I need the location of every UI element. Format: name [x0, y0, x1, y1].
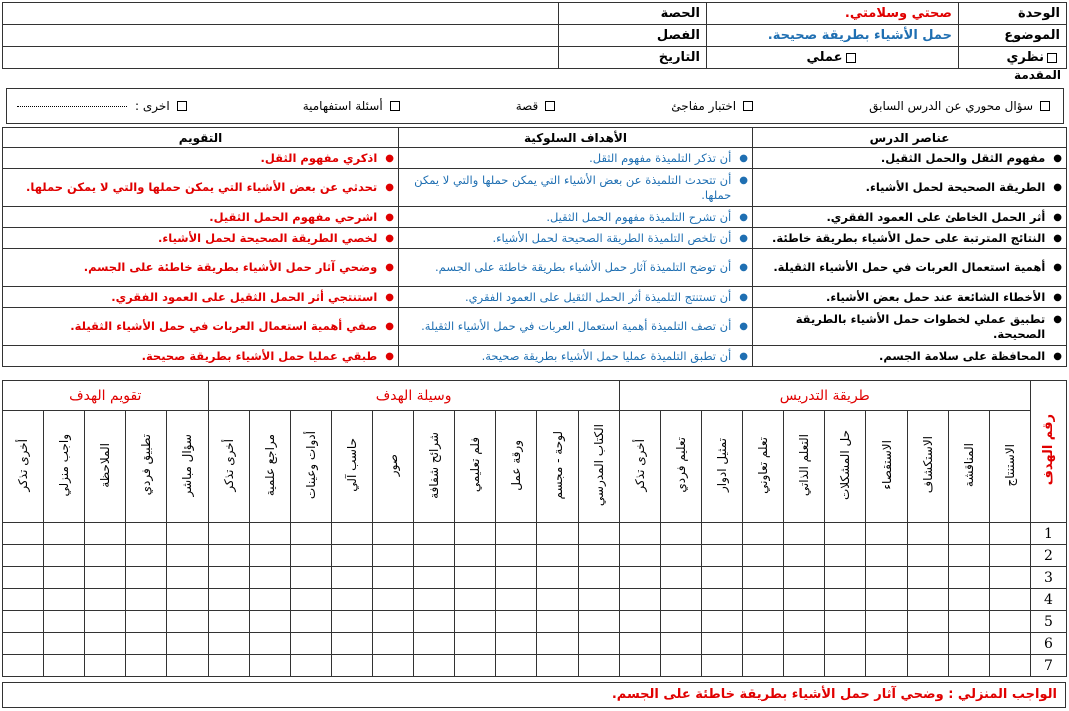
grid-cell[interactable]	[249, 523, 290, 545]
goal-number: 6	[1030, 633, 1066, 655]
teaching-method-header: حل المشكلات	[825, 411, 866, 523]
grid-cell[interactable]	[578, 655, 619, 677]
grid-cell[interactable]	[948, 567, 989, 589]
grid-cell[interactable]	[702, 589, 743, 611]
grid-row	[3, 611, 1067, 633]
grid-cell[interactable]	[825, 655, 866, 677]
grid-row	[3, 545, 1067, 567]
grid-cell[interactable]	[455, 567, 496, 589]
grid-cell[interactable]	[866, 545, 907, 567]
behavioral-goal: أن تتحدث التلميذة عن بعض الأشياء التي يمكن حملها والتي لا يمكن حملها.	[414, 172, 732, 202]
table-row: ● الطريقة الصحيحة لحمل الأشياء. ● أن تتحدث التلميذة عن بعض الأشياء التي يمكن حملها والتي لا يمكن حملها. ● تحدثي عن بعض الأشياء التي يمكن حملها والتي لا يمكن حملها.	[3, 169, 1067, 207]
grid-cell[interactable]	[784, 633, 825, 655]
grid-cell[interactable]	[373, 633, 414, 655]
grid-cell[interactable]	[249, 655, 290, 677]
checkbox-icon	[1047, 53, 1057, 63]
grid-cell[interactable]	[331, 655, 372, 677]
checkbox-icon	[545, 101, 555, 111]
grid-cell[interactable]	[414, 611, 455, 633]
grid-cell[interactable]	[660, 611, 701, 633]
grid-cell[interactable]	[578, 567, 619, 589]
grid-cell[interactable]	[331, 523, 372, 545]
grid-cell[interactable]	[784, 611, 825, 633]
grid-row	[3, 655, 1067, 677]
grid-cell[interactable]	[537, 589, 578, 611]
grid-cell[interactable]	[373, 567, 414, 589]
grid-cell[interactable]	[496, 545, 537, 567]
grid-cell[interactable]	[578, 611, 619, 633]
grid-cell[interactable]	[167, 611, 208, 633]
intro-option-other[interactable]: اخرى :	[17, 99, 190, 113]
grid-cell[interactable]	[702, 611, 743, 633]
goal-number: 2	[1030, 545, 1066, 567]
grid-cell[interactable]	[414, 633, 455, 655]
header-table	[2, 2, 1067, 69]
grid-cell[interactable]	[948, 545, 989, 567]
practical-label: عملي	[806, 50, 843, 65]
grid-cell[interactable]	[208, 633, 249, 655]
grid-cell[interactable]	[743, 545, 784, 567]
grid-cell[interactable]	[989, 633, 1030, 655]
grid-cell[interactable]	[537, 523, 578, 545]
means-header: حاسب آلي	[331, 411, 372, 523]
grid-cell[interactable]	[948, 589, 989, 611]
grid-cell[interactable]	[866, 611, 907, 633]
grid-cell[interactable]	[3, 633, 44, 655]
grid-cell[interactable]	[85, 633, 126, 655]
other-input-line[interactable]	[17, 106, 127, 107]
means-header: فلم تعليمي	[455, 411, 496, 523]
means-header: الكتاب المدرسي	[578, 411, 619, 523]
lesson-element: مفهوم الثقل والحمل الثقيل.	[880, 150, 1046, 165]
lesson-element: تطبيق عملي لخطوات حمل الأشياء بالطريقة الصحيحة.	[795, 311, 1046, 341]
grid-cell[interactable]	[660, 633, 701, 655]
theoretical-label: نظري	[1006, 50, 1044, 65]
goal-number: 1	[1030, 523, 1066, 545]
grid-cell[interactable]	[907, 655, 948, 677]
lesson-element: الأخطاء الشائعة عند حمل بعض الأشياء.	[825, 289, 1046, 304]
grid-cell[interactable]	[578, 633, 619, 655]
grid-cell[interactable]	[3, 611, 44, 633]
teaching-method-header: تعلم تعاوني	[743, 411, 784, 523]
grid-cell[interactable]	[537, 655, 578, 677]
grid-cell[interactable]	[825, 523, 866, 545]
homework	[2, 682, 1066, 708]
behavioral-goal: أن تلخص التلميذة الطريقة الصحيحة لحمل الأشياء.	[492, 230, 732, 245]
grid-cell[interactable]	[784, 567, 825, 589]
period-field[interactable]	[3, 3, 559, 25]
grid-cell[interactable]	[496, 655, 537, 677]
grid-cell[interactable]	[619, 655, 660, 677]
grid-cell[interactable]	[249, 567, 290, 589]
grid-cell[interactable]	[3, 567, 44, 589]
goal-number-header: رقم الهدف	[1030, 381, 1066, 523]
grid-cell[interactable]	[660, 589, 701, 611]
grid-cell[interactable]	[44, 523, 85, 545]
grid-cell[interactable]	[167, 545, 208, 567]
grid-cell[interactable]	[44, 545, 85, 567]
grid-cell[interactable]	[537, 611, 578, 633]
means-header: أخرى تذكر	[208, 411, 249, 523]
behavioral-goal: أن تذكر التلميذة مفهوم الثقل.	[589, 150, 732, 165]
grid-cell[interactable]	[907, 611, 948, 633]
grid-cell[interactable]	[290, 589, 331, 611]
grid-cell[interactable]	[455, 589, 496, 611]
means-header: أدوات وعينات	[290, 411, 331, 523]
grid-cell[interactable]	[373, 655, 414, 677]
teaching-method-title: طريقة التدريس	[619, 381, 1030, 411]
grid-row	[3, 523, 1067, 545]
grid-cell[interactable]	[167, 567, 208, 589]
grid-cell[interactable]	[619, 611, 660, 633]
grid-cell[interactable]	[331, 545, 372, 567]
grid-cell[interactable]	[825, 633, 866, 655]
grid-cell[interactable]	[373, 589, 414, 611]
subject-label: الموضوع	[959, 25, 1067, 47]
grid-cell[interactable]	[167, 523, 208, 545]
grid-cell[interactable]	[496, 523, 537, 545]
grid-cell[interactable]	[907, 545, 948, 567]
table-row: ● المحافظة على سلامة الجسم. ● أن تطبق التلميذة عمليا حمل الأشياء بطريقة صحيحة. ● طبقي عمليا حمل الأشياء بطريقة صحيحة.	[3, 346, 1067, 367]
grid-cell[interactable]	[249, 611, 290, 633]
grid-cell[interactable]	[743, 611, 784, 633]
unit-label: الوحدة	[959, 3, 1067, 25]
grid-cell[interactable]	[331, 611, 372, 633]
means-title: وسيلة الهدف	[208, 381, 619, 411]
practical-option[interactable]	[707, 47, 959, 69]
grid-cell[interactable]	[948, 655, 989, 677]
theoretical-option[interactable]	[959, 47, 1067, 69]
grid-cell[interactable]	[414, 589, 455, 611]
grid-cell[interactable]	[455, 523, 496, 545]
grid-cell[interactable]	[866, 567, 907, 589]
grid-cell[interactable]	[44, 589, 85, 611]
grid-cell[interactable]	[825, 567, 866, 589]
grid-cell[interactable]	[249, 633, 290, 655]
grid-cell[interactable]	[866, 523, 907, 545]
means-header: مراجع علمية	[249, 411, 290, 523]
grid-cell[interactable]	[660, 523, 701, 545]
grid-cell[interactable]	[85, 545, 126, 567]
evaluation-item: تحدثي عن بعض الأشياء التي يمكن حملها والتي لا يمكن حملها.	[26, 180, 378, 194]
grid-cell[interactable]	[948, 523, 989, 545]
grid-cell[interactable]	[85, 567, 126, 589]
date-label: التاريخ	[559, 47, 707, 69]
col-elements-header: عناصر الدرس	[753, 128, 1067, 148]
grid-cell[interactable]	[496, 611, 537, 633]
grid-cell[interactable]	[208, 611, 249, 633]
grid-cell[interactable]	[619, 633, 660, 655]
grid-cell[interactable]	[3, 589, 44, 611]
goal-number: 4	[1030, 589, 1066, 611]
grid-cell[interactable]	[126, 633, 167, 655]
behavioral-goal: أن تشرح التلميذة مفهوم الحمل الثقيل.	[546, 209, 732, 224]
grid-cell[interactable]	[948, 633, 989, 655]
evaluation-item: طبقي عمليا حمل الأشياء بطريقة صحيحة.	[141, 348, 378, 363]
grid-cell[interactable]	[743, 633, 784, 655]
grid-cell[interactable]	[126, 545, 167, 567]
table-row: ● الأخطاء الشائعة عند حمل بعض الأشياء. ● أن تستنتج التلميذة أثر الحمل الثقيل على العمود الفقري. ● استنتجي أثر الحمل الثقيل على العمود الفقري.	[3, 287, 1067, 308]
grid-cell[interactable]	[455, 545, 496, 567]
means-header: لوحة - مجسم	[537, 411, 578, 523]
grid-cell[interactable]	[496, 589, 537, 611]
grid-row	[3, 633, 1067, 655]
means-header: ورقة عمل	[496, 411, 537, 523]
grid-cell[interactable]	[619, 545, 660, 567]
period-label: الحصة	[559, 3, 707, 25]
grid-cell[interactable]	[743, 589, 784, 611]
grid-cell[interactable]	[85, 589, 126, 611]
checkbox-icon	[177, 101, 187, 111]
grid-cell[interactable]	[989, 523, 1030, 545]
grid-cell[interactable]	[249, 545, 290, 567]
grid-cell[interactable]	[907, 567, 948, 589]
grid-cell[interactable]	[619, 523, 660, 545]
goal-number: 5	[1030, 611, 1066, 633]
grid-cell[interactable]	[660, 545, 701, 567]
grid-cell[interactable]	[660, 655, 701, 677]
teaching-method-header: أخرى تذكر	[619, 411, 660, 523]
teaching-method-header: الاستقصاء	[866, 411, 907, 523]
unit-value: صحتي وسلامتي.	[707, 3, 959, 25]
teaching-method-header: تعليم فردي	[660, 411, 701, 523]
checkbox-icon	[743, 101, 753, 111]
grid-cell[interactable]	[85, 611, 126, 633]
grid-cell[interactable]	[414, 523, 455, 545]
teaching-method-header: الاستنتاج	[989, 411, 1030, 523]
objectives-table	[2, 127, 1067, 367]
grid-cell[interactable]	[537, 633, 578, 655]
grid-cell[interactable]	[331, 589, 372, 611]
lesson-element: أهمية استعمال العربات في حمل الأشياء الثقيلة.	[773, 260, 1046, 274]
grid-cell[interactable]	[85, 523, 126, 545]
grid-cell[interactable]	[414, 545, 455, 567]
grid-cell[interactable]	[331, 567, 372, 589]
grid-cell[interactable]	[208, 589, 249, 611]
grid-cell[interactable]	[866, 655, 907, 677]
table-row: ● أهمية استعمال العربات في حمل الأشياء الثقيلة. ● أن توضح التلميذة آثار حمل الأشياء بطريقة خاطئة على الجسم. ● وضحي آثار حمل الأشياء بطريقة خاطئة على الجسم.	[3, 249, 1067, 287]
grid-cell[interactable]	[702, 567, 743, 589]
behavioral-goal: أن تطبق التلميذة عمليا حمل الأشياء بطريقة صحيحة.	[481, 348, 732, 363]
grid-cell[interactable]	[660, 567, 701, 589]
evaluation-item: اذكري مفهوم الثقل.	[260, 150, 378, 165]
grid-cell[interactable]	[455, 633, 496, 655]
col-eval-header: التقويم	[3, 128, 399, 148]
eval-header: تطبيق فردي	[126, 411, 167, 523]
grid-cell[interactable]	[126, 523, 167, 545]
evaluation-item: استنتجي أثر الحمل الثقيل على العمود الفقري.	[111, 289, 378, 304]
grid-cell[interactable]	[455, 655, 496, 677]
grid-cell[interactable]	[167, 655, 208, 677]
grid-cell[interactable]	[948, 611, 989, 633]
lesson-element: المحافظة على سلامة الجسم.	[879, 348, 1046, 363]
method-grid	[2, 380, 1067, 677]
eval-header: الملاحظة	[85, 411, 126, 523]
means-header: صور	[373, 411, 414, 523]
table-row: ● مفهوم الثقل والحمل الثقيل. ● أن تذكر التلميذة مفهوم الثقل. ● اذكري مفهوم الثقل.	[3, 148, 1067, 169]
grid-cell[interactable]	[578, 523, 619, 545]
grid-cell[interactable]	[290, 545, 331, 567]
grid-cell[interactable]	[866, 633, 907, 655]
grid-cell[interactable]	[989, 655, 1030, 677]
eval-header: أخرى تذكر	[3, 411, 44, 523]
grid-cell[interactable]	[3, 523, 44, 545]
grid-cell[interactable]	[208, 545, 249, 567]
grid-cell[interactable]	[496, 633, 537, 655]
eval-header: سؤال مباشر	[167, 411, 208, 523]
grid-cell[interactable]	[578, 545, 619, 567]
grid-cell[interactable]	[414, 567, 455, 589]
grid-cell[interactable]	[743, 655, 784, 677]
grid-cell[interactable]	[373, 545, 414, 567]
grid-cell[interactable]	[167, 633, 208, 655]
subject-value: حمل الأشياء بطريقة صحيحة.	[707, 25, 959, 47]
grid-cell[interactable]	[907, 523, 948, 545]
grid-cell[interactable]	[825, 545, 866, 567]
table-row: ● النتائج المترتبة على حمل الأشياء بطريقة خاطئة. ● أن تلخص التلميذة الطريقة الصحيحة لحمل الأشياء. ● لخصي الطريقة الصحيحة لحمل الأشياء.	[3, 228, 1067, 249]
grid-cell[interactable]	[825, 611, 866, 633]
table-row: ● أثر الحمل الخاطئ على العمود الفقري. ● أن تشرح التلميذة مفهوم الحمل الثقيل. ● اشرحي مفهوم الحمل الثقيل.	[3, 207, 1067, 228]
grid-cell[interactable]	[290, 567, 331, 589]
grid-cell[interactable]	[126, 567, 167, 589]
evaluation-item: صفي أهمية استعمال العربات في حمل الأشياء الثقيلة.	[70, 319, 378, 333]
grid-cell[interactable]	[907, 589, 948, 611]
grid-cell[interactable]	[290, 611, 331, 633]
grid-cell[interactable]	[537, 545, 578, 567]
grid-cell[interactable]	[619, 567, 660, 589]
grid-cell[interactable]	[743, 523, 784, 545]
means-header: شرائح شفافة	[414, 411, 455, 523]
grid-cell[interactable]	[44, 655, 85, 677]
grid-cell[interactable]	[702, 545, 743, 567]
intro-title: المقدمة	[1014, 68, 1061, 82]
grid-cell[interactable]	[208, 655, 249, 677]
grid-cell[interactable]	[373, 523, 414, 545]
evaluation-item: لخصي الطريقة الصحيحة لحمل الأشياء.	[158, 230, 378, 245]
grid-cell[interactable]	[373, 611, 414, 633]
evaluation-item: اشرحي مفهوم الحمل الثقيل.	[209, 209, 378, 224]
lesson-element: أثر الحمل الخاطئ على العمود الفقري.	[826, 209, 1046, 224]
checkbox-icon	[1040, 101, 1050, 111]
class-label: الفصل	[559, 25, 707, 47]
grid-cell[interactable]	[414, 655, 455, 677]
grid-cell[interactable]	[3, 545, 44, 567]
grid-row	[3, 589, 1067, 611]
eval-header: واجب منزلي	[44, 411, 85, 523]
grid-cell[interactable]	[44, 567, 85, 589]
behavioral-goal: أن تستنتج التلميذة أثر الحمل الثقيل على العمود الفقري.	[464, 289, 732, 304]
homework-label: الواجب المنزلي :	[948, 687, 1057, 702]
grid-cell[interactable]	[290, 633, 331, 655]
teaching-method-header: التعلم الذاتي	[784, 411, 825, 523]
evaluation-item: وضحي آثار حمل الأشياء بطريقة خاطئة على الجسم.	[83, 260, 378, 274]
grid-cell[interactable]	[866, 589, 907, 611]
grid-cell[interactable]	[989, 567, 1030, 589]
grid-cell[interactable]	[290, 523, 331, 545]
grid-cell[interactable]	[126, 655, 167, 677]
lesson-element: النتائج المترتبة على حمل الأشياء بطريقة خاطئة.	[771, 230, 1046, 245]
grid-cell[interactable]	[619, 589, 660, 611]
grid-row	[3, 567, 1067, 589]
intro-option-story[interactable]: قصة	[516, 99, 559, 113]
grid-cell[interactable]	[290, 655, 331, 677]
grid-cell[interactable]	[907, 633, 948, 655]
intro-option-review[interactable]: سؤال محوري عن الدرس السابق	[869, 99, 1053, 113]
grid-cell[interactable]	[784, 523, 825, 545]
goal-number: 7	[1030, 655, 1066, 677]
grid-cell[interactable]	[578, 589, 619, 611]
grid-cell[interactable]	[989, 611, 1030, 633]
grid-cell[interactable]	[743, 567, 784, 589]
grid-cell[interactable]	[784, 589, 825, 611]
grid-cell[interactable]	[126, 611, 167, 633]
grid-cell[interactable]	[784, 655, 825, 677]
grid-cell[interactable]	[496, 567, 537, 589]
grid-cell[interactable]	[167, 589, 208, 611]
eval-title: تقويم الهدف	[3, 381, 209, 411]
grid-cell[interactable]	[331, 633, 372, 655]
col-goals-header: الأهداف السلوكية	[399, 128, 753, 148]
grid-cell[interactable]	[989, 545, 1030, 567]
teaching-method-header: الاستكشاف	[907, 411, 948, 523]
grid-cell[interactable]	[249, 589, 290, 611]
behavioral-goal: أن تصف التلميذة أهمية استعمال العربات في حمل الأشياء الثقيلة.	[421, 319, 732, 333]
grid-cell[interactable]	[455, 611, 496, 633]
goal-number: 3	[1030, 567, 1066, 589]
grid-cell[interactable]	[126, 589, 167, 611]
grid-cell[interactable]	[208, 523, 249, 545]
grid-cell[interactable]	[784, 545, 825, 567]
lesson-element: الطريقة الصحيحة لحمل الأشياء.	[865, 180, 1046, 194]
grid-cell[interactable]	[702, 655, 743, 677]
grid-cell[interactable]	[44, 611, 85, 633]
class-field[interactable]	[3, 25, 559, 47]
behavioral-goal: أن توضح التلميذة آثار حمل الأشياء بطريقة خاطئة على الجسم.	[435, 260, 732, 274]
grid-cell[interactable]	[208, 567, 249, 589]
grid-cell[interactable]	[702, 523, 743, 545]
grid-cell[interactable]	[702, 633, 743, 655]
grid-cell[interactable]	[44, 633, 85, 655]
homework-text: وضحي آثار حمل الأشياء بطريقة خاطئة على الجسم.	[611, 687, 944, 702]
intro-options	[6, 88, 1064, 124]
date-field[interactable]	[3, 47, 559, 69]
grid-cell[interactable]	[989, 589, 1030, 611]
teaching-method-header: تمثيل ادوار	[702, 411, 743, 523]
table-row: ● تطبيق عملي لخطوات حمل الأشياء بالطريقة الصحيحة. ● أن تصف التلميذة أهمية استعمال العربات في حمل الأشياء الثقيلة. ● صفي أهمية استعمال العربات في حمل الأشياء الثقيلة.	[3, 308, 1067, 346]
grid-cell[interactable]	[3, 655, 44, 677]
grid-cell[interactable]	[825, 589, 866, 611]
checkbox-icon	[390, 101, 400, 111]
grid-cell[interactable]	[537, 567, 578, 589]
grid-cell[interactable]	[85, 655, 126, 677]
intro-option-questions[interactable]: أسئلة استفهامية	[303, 99, 403, 113]
intro-option-quiz[interactable]: اختبار مفاجئ	[671, 99, 756, 113]
checkbox-icon	[846, 53, 856, 63]
teaching-method-header: المناقشة	[948, 411, 989, 523]
